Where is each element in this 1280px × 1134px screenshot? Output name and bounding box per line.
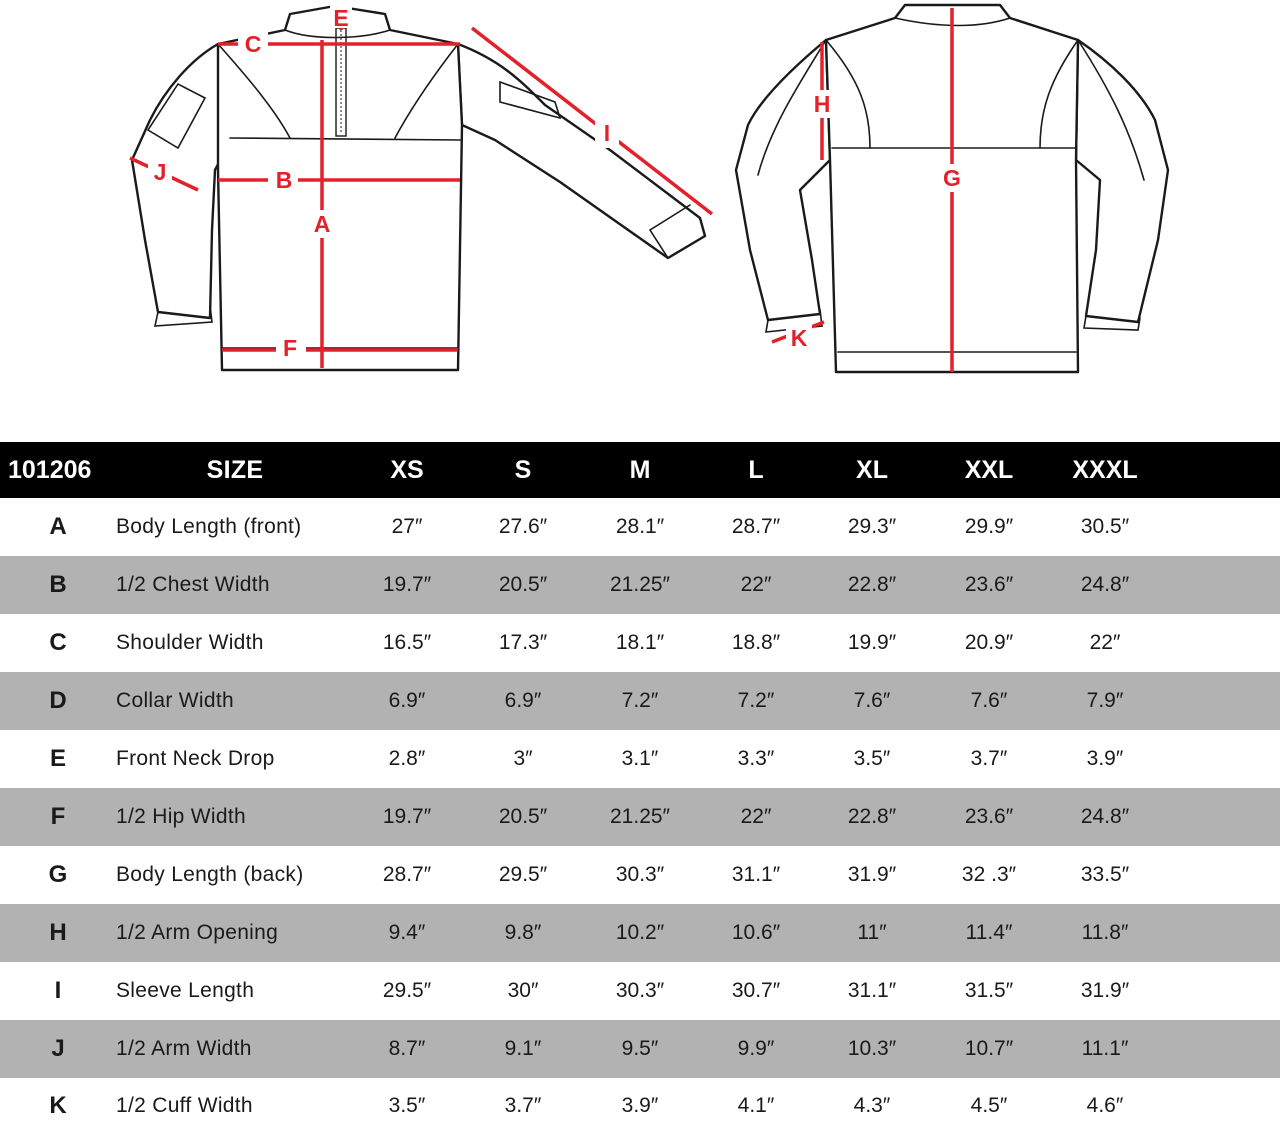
table-cell-xxxl: 24.8″ (1080, 573, 1130, 596)
table-cell-xxl: 11.4″ (965, 921, 1013, 944)
table-cell-xs: 6.9″ (388, 689, 426, 712)
table-cell-s: 17.3″ (498, 631, 548, 654)
table-cell-xs: 8.7″ (388, 1037, 426, 1060)
table-cell-l: 30.7″ (731, 979, 781, 1002)
table-cell-xxl: 4.5″ (970, 1094, 1008, 1117)
table-cell-s: 3.7″ (504, 1094, 542, 1117)
table-cell-s: 20.5″ (498, 805, 548, 828)
table-cell-xxxl: 33.5″ (1080, 863, 1130, 886)
table-cell-xxl: 23.6″ (964, 805, 1014, 828)
table-cell-xxxl: 7.9″ (1086, 689, 1124, 712)
dim-label-a: A (313, 211, 331, 237)
table-row (0, 1020, 1280, 1078)
table-cell-l: 4.1″ (737, 1094, 775, 1117)
measurement-name: 1/2 Cuff Width (116, 1094, 253, 1117)
measurement-letter: C (49, 629, 67, 656)
table-cell-m: 3.9″ (621, 1094, 659, 1117)
table-header-row (0, 442, 1280, 498)
table-cell-s: 9.8″ (504, 921, 542, 944)
table-cell-l: 10.6″ (731, 921, 781, 944)
table-row (0, 556, 1280, 614)
table-cell-m: 10.2″ (615, 921, 665, 944)
measurement-letter: I (54, 977, 62, 1004)
size-header-l: L (748, 456, 764, 484)
measurement-name: Shoulder Width (116, 631, 264, 654)
table-cell-xs: 27″ (391, 515, 423, 538)
table-cell-m: 18.1″ (615, 631, 665, 654)
table-cell-xxl: 29.9″ (964, 515, 1014, 538)
table-cell-xs: 28.7″ (382, 863, 432, 886)
table-cell-xl: 10.3″ (847, 1037, 897, 1060)
table-cell-xs: 3.5″ (388, 1094, 426, 1117)
measurement-name: 1/2 Hip Width (116, 805, 246, 828)
table-cell-xl: 22.8″ (847, 573, 897, 596)
size-header-s: S (514, 456, 532, 484)
table-cell-m: 30.3″ (615, 863, 665, 886)
table-cell-xxxl: 24.8″ (1080, 805, 1130, 828)
size-header-xxxl: XXXL (1072, 456, 1138, 484)
table-row (0, 904, 1280, 962)
table-cell-s: 30″ (507, 979, 539, 1002)
table-cell-xxl: 7.6″ (970, 689, 1008, 712)
table-cell-xl: 4.3″ (853, 1094, 891, 1117)
table-cell-xs: 29.5″ (382, 979, 432, 1002)
measurement-name: 1/2 Arm Width (116, 1037, 252, 1060)
table-cell-xs: 2.8″ (388, 747, 426, 770)
table-cell-s: 27.6″ (498, 515, 548, 538)
table-cell-s: 20.5″ (498, 573, 548, 596)
table-cell-xl: 22.8″ (847, 805, 897, 828)
table-cell-m: 30.3″ (615, 979, 665, 1002)
size-header-xs: XS (390, 456, 424, 484)
dim-label-j: J (153, 159, 167, 185)
table-cell-xl: 7.6″ (853, 689, 891, 712)
measurement-name: 1/2 Chest Width (116, 573, 270, 596)
table-cell-xs: 19.7″ (382, 805, 432, 828)
measurement-letter: D (49, 687, 67, 714)
table-row (0, 846, 1280, 904)
measurement-letter: H (49, 919, 67, 946)
table-row (0, 672, 1280, 730)
table-row (0, 498, 1280, 556)
measurement-letter: F (50, 803, 66, 830)
table-cell-xxxl: 30.5″ (1080, 515, 1130, 538)
measurement-name: Body Length (front) (116, 515, 302, 538)
size-header-xxl: XXL (964, 456, 1014, 484)
table-cell-m: 28.1″ (615, 515, 665, 538)
table-cell-xxxl: 31.9″ (1080, 979, 1130, 1002)
style-number: 101206 (8, 456, 92, 484)
size-column-header: SIZE (206, 456, 264, 484)
table-row (0, 730, 1280, 788)
dim-label-k: K (790, 325, 808, 351)
table-cell-l: 7.2″ (737, 689, 775, 712)
dim-label-e: E (333, 5, 349, 31)
table-cell-s: 6.9″ (504, 689, 542, 712)
table-cell-xxl: 23.6″ (964, 573, 1014, 596)
table-row (0, 788, 1280, 846)
size-chart-table (0, 442, 1280, 1134)
dim-label-i: I (603, 120, 611, 146)
measurement-letter: K (49, 1092, 67, 1119)
table-cell-l: 22″ (740, 573, 772, 596)
table-cell-xxxl: 4.6″ (1086, 1094, 1124, 1117)
table-cell-xl: 29.3″ (847, 515, 897, 538)
table-cell-xxxl: 11.8″ (1081, 921, 1129, 944)
table-cell-xs: 19.7″ (382, 573, 432, 596)
table-cell-xl: 3.5″ (853, 747, 891, 770)
table-row (0, 614, 1280, 672)
measurement-name: Front Neck Drop (116, 747, 275, 770)
size-header-m: M (629, 456, 651, 484)
measurement-name: Body Length (back) (116, 863, 304, 886)
table-cell-xl: 31.9″ (847, 863, 897, 886)
measurement-letter: G (48, 861, 68, 888)
dim-label-h: H (813, 91, 831, 117)
table-cell-m: 7.2″ (621, 689, 659, 712)
measurement-name: 1/2 Arm Opening (116, 921, 279, 944)
table-cell-xxl: 31.5″ (964, 979, 1014, 1002)
measurement-letter: A (49, 513, 67, 540)
table-cell-xxxl: 22″ (1089, 631, 1121, 654)
measurement-diagram (0, 0, 1280, 400)
table-cell-m: 9.5″ (621, 1037, 659, 1060)
table-cell-xl: 11″ (857, 921, 887, 944)
table-cell-s: 29.5″ (498, 863, 548, 886)
table-cell-xs: 9.4″ (388, 921, 426, 944)
table-cell-xs: 16.5″ (382, 631, 432, 654)
table-cell-xxl: 3.7″ (970, 747, 1008, 770)
front-shirt-drawing (132, 6, 705, 370)
size-header-xl: XL (856, 456, 888, 484)
measurement-name: Sleeve Length (116, 979, 255, 1002)
table-cell-xl: 19.9″ (847, 631, 897, 654)
measurement-letter: E (49, 745, 66, 772)
measurement-letter: B (49, 571, 67, 598)
dim-label-b: B (275, 167, 293, 193)
table-cell-l: 3.3″ (737, 747, 775, 770)
table-cell-l: 28.7″ (731, 515, 781, 538)
table-cell-l: 22″ (740, 805, 772, 828)
table-cell-m: 21.25″ (610, 805, 670, 828)
dim-label-g: G (943, 165, 961, 191)
table-cell-l: 18.8″ (731, 631, 781, 654)
table-cell-xxl: 20.9″ (964, 631, 1014, 654)
table-cell-xxxl: 3.9″ (1086, 747, 1124, 770)
measurement-name: Collar Width (116, 689, 234, 712)
table-cell-s: 9.1″ (504, 1037, 542, 1060)
table-cell-l: 31.1″ (731, 863, 781, 886)
measurement-letter: J (51, 1035, 65, 1062)
table-cell-xxl: 10.7″ (964, 1037, 1014, 1060)
table-cell-s: 3″ (513, 747, 533, 770)
table-cell-xxxl: 11.1″ (1081, 1037, 1129, 1060)
table-row (0, 962, 1280, 1020)
table-cell-m: 3.1″ (621, 747, 659, 770)
table-cell-l: 9.9″ (737, 1037, 775, 1060)
table-cell-xxl: 32 .3″ (961, 863, 1017, 886)
table-cell-xl: 31.1″ (847, 979, 897, 1002)
dim-label-c: C (244, 31, 262, 57)
table-cell-m: 21.25″ (610, 573, 670, 596)
dim-label-f: F (282, 335, 298, 361)
